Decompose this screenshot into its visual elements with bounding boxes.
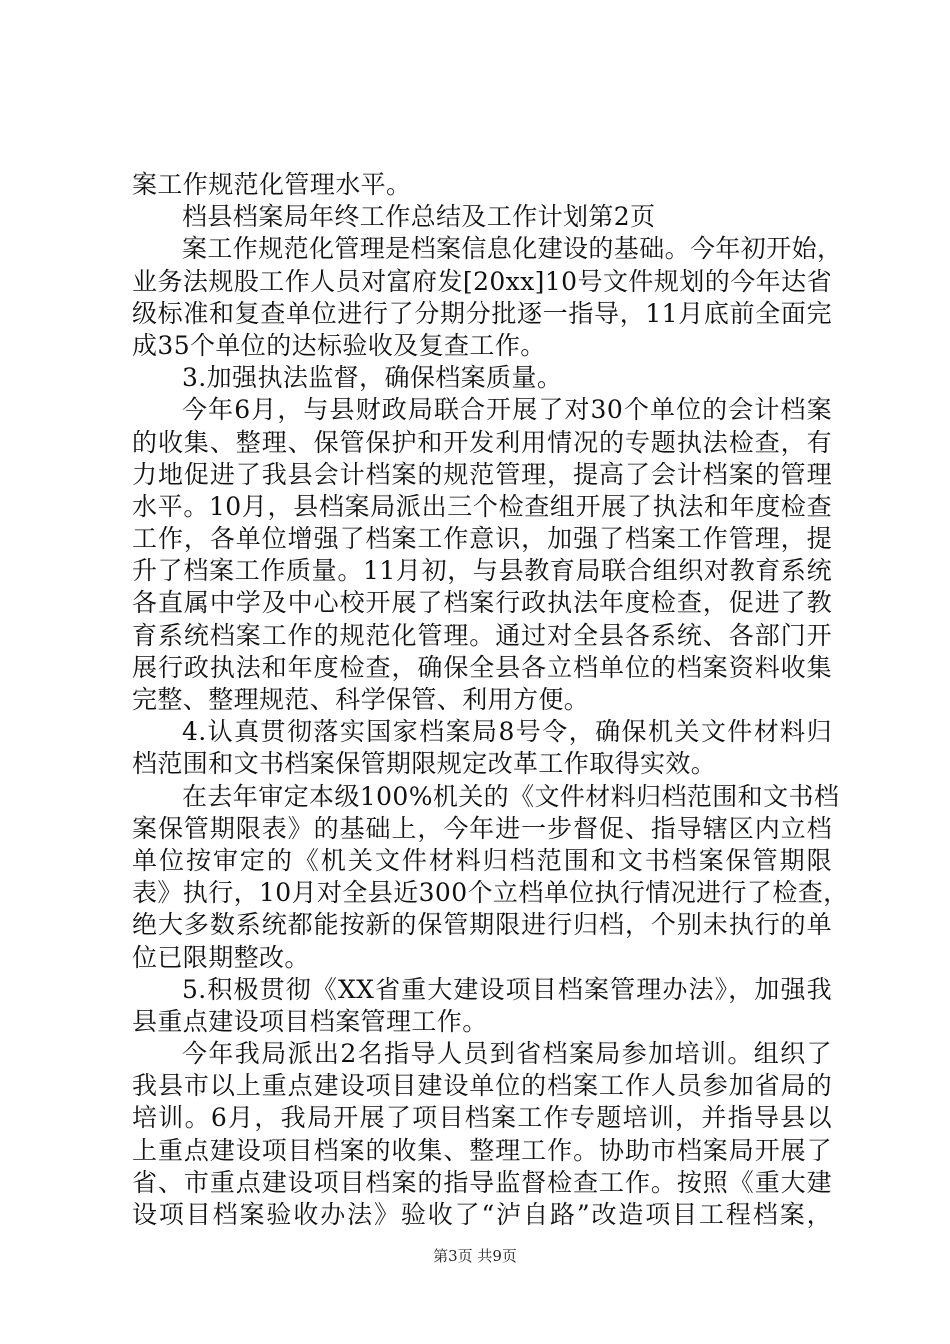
- section-heading: 县重点建设项目档案管理工作。: [132, 1006, 488, 1036]
- text-line: 在去年审定本级100%机关的《文件材料归档范围和文书档: [182, 781, 840, 811]
- text-line: 业务法规股工作人员对富府发[20xx]10号文件规划的今年达省: [132, 266, 832, 296]
- document-body: [132, 169, 849, 1231]
- text-line: 位已限期整改。: [132, 942, 310, 972]
- text-line: 展行政执法和年度检查，确保全县各立档单位的档案资料收集: [132, 652, 832, 682]
- text-line: 绝大多数系统都能按新的保管期限进行归档，个别未执行的单: [132, 910, 832, 940]
- text-line: 力地促进了我县会计档案的规范管理，提高了会计档案的管理: [132, 459, 832, 489]
- text-line: 案工作规范化管理是档案信息化建设的基础。今年初开始，: [182, 234, 843, 264]
- text-line: 上重点建设项目档案的收集、整理工作。协助市档案局开展了: [132, 1135, 832, 1165]
- section-heading: 档范围和文书档案保管期限规定改革工作取得实效。: [132, 749, 717, 779]
- text-line: 省、市重点建设项目档案的指导监督检查工作。按照《重大建: [132, 1167, 832, 1197]
- text-line: 设项目档案验收办法》验收了“泸自路”改造项目工程档案，: [132, 1200, 832, 1229]
- section-heading: 3.加强执法监督，确保档案质量。: [182, 363, 563, 393]
- text-line: 案保管期限表》的基础上，今年进一步督促、指导辖区内立档: [132, 813, 832, 843]
- section-heading: 档县档案局年终工作总结及工作计划第2页: [182, 202, 656, 232]
- text-line: 案工作规范化管理水平。: [132, 170, 412, 199]
- text-line: 培训。6月，我局开展了项目档案工作专题培训，并指导县以: [132, 1103, 832, 1133]
- text-line: 我县市以上重点建设项目建设单位的档案工作人员参加省局的: [132, 1071, 832, 1101]
- text-line: 级标准和复查单位进行了分期分批逐一指导，11月底前全面完: [132, 298, 832, 328]
- text-line: 完整、整理规范、科学保管、利用方便。: [132, 685, 590, 714]
- text-line: 升了档案工作质量。11月初，与县教育局联合组织对教育系统: [132, 556, 832, 586]
- text-line: 今年6月，与县财政局联合开展了对30个单位的会计档案: [182, 395, 832, 425]
- text-line: 育系统档案工作的规范化管理。通过对全县各系统、各部门开: [132, 620, 832, 650]
- text-line: 表》执行，10月对全县近300个立档单位执行情况进行了检查，: [132, 878, 849, 908]
- text-line: 成35个单位的达标验收及复查工作。: [132, 330, 546, 360]
- text-line: 水平。10月，县档案局派出三个检查组开展了执法和年度检查: [132, 491, 832, 521]
- text-line: 单位按审定的《机关文件材料归档范围和文书档案保管期限: [132, 845, 832, 875]
- section-heading: 4.认真贯彻落实国家档案局8号令，确保机关文件材料归: [182, 717, 832, 747]
- text-line: 各直属中学及中心校开展了档案行政执法年度检查，促进了教: [132, 588, 832, 618]
- page-number-footer: 第3页 共9页: [433, 1247, 517, 1265]
- text-line: 的收集、整理、保管保护和开发利用情况的专题执法检查，有: [132, 427, 832, 457]
- text-line: 工作，各单位增强了档案工作意识，加强了档案工作管理，提: [132, 524, 832, 554]
- section-heading: 5.积极贯彻《XX省重大建设项目档案管理办法》，加强我: [182, 974, 832, 1004]
- text-line: 今年我局派出2名指导人员到省档案局参加培训。组织了: [182, 1039, 832, 1069]
